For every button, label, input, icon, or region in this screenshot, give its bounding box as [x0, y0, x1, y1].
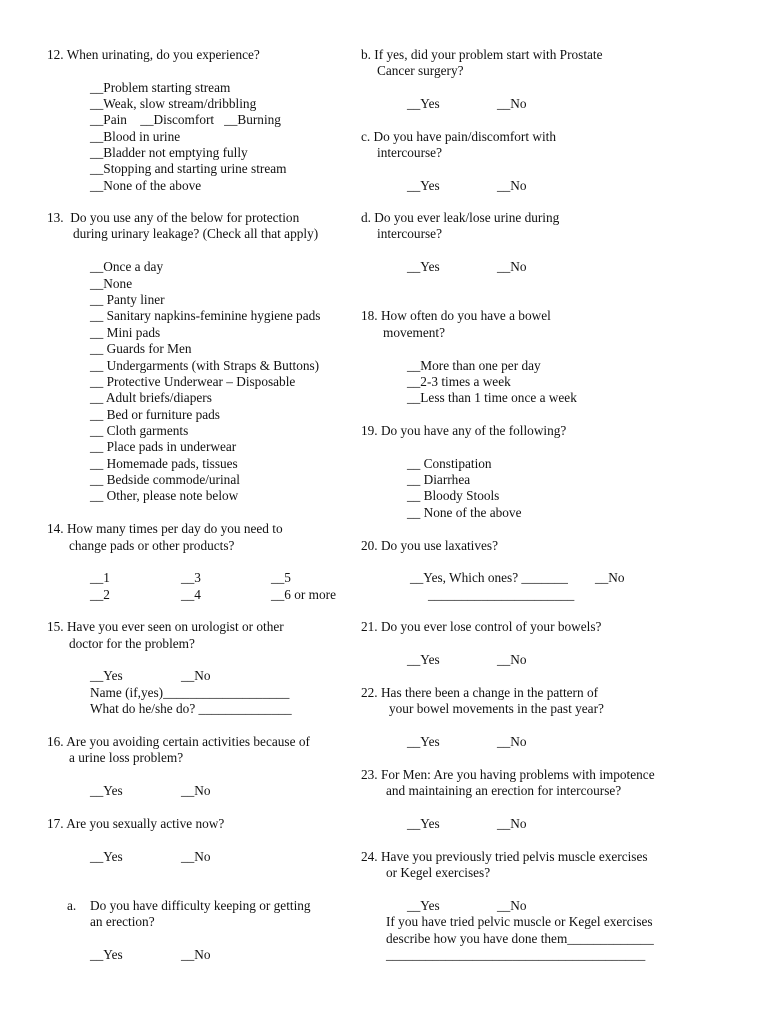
q24-no[interactable]: __No: [497, 898, 527, 913]
q23-question-cont: and maintaining an erection for intercourse?: [386, 783, 622, 798]
q15-question: 15. Have you ever seen on urologist or other: [47, 619, 284, 634]
q13-question: 13. Do you use any of the below for protection: [47, 210, 300, 225]
q17d-no[interactable]: __No: [497, 259, 527, 274]
q16-question: 16. Are you avoiding certain activities because of: [47, 734, 310, 749]
q13-option[interactable]: __ Cloth garments: [90, 423, 189, 438]
q20-which-field[interactable]: ______________________: [428, 587, 575, 602]
q17a-question: Do you have difficulty keeping or getting: [90, 898, 311, 913]
q18-option[interactable]: __Less than 1 time once a week: [407, 390, 577, 405]
q13-option[interactable]: __ Undergarments (with Straps & Buttons): [90, 358, 320, 373]
q12-option[interactable]: __Problem starting stream: [90, 80, 231, 95]
q13-option[interactable]: __ Bed or furniture pads: [90, 407, 220, 422]
q13-option[interactable]: __None: [90, 276, 133, 291]
q17c-question: c. Do you have pain/discomfort with: [361, 129, 556, 144]
q18-question: 18. How often do you have a bowel: [361, 308, 551, 323]
q17-no[interactable]: __No: [181, 849, 211, 864]
q14-option[interactable]: __3: [181, 570, 201, 585]
q14-question: 14. How many times per day do you need to: [47, 521, 283, 536]
q13-option[interactable]: __ Guards for Men: [90, 341, 192, 356]
q17d-question-cont: intercourse?: [377, 226, 442, 241]
q21-no[interactable]: __No: [497, 652, 527, 667]
q19-option[interactable]: __ Diarrhea: [407, 472, 471, 487]
q17-yes[interactable]: __Yes: [90, 849, 123, 864]
q13-option[interactable]: __Once a day: [90, 259, 164, 274]
q17b-no[interactable]: __No: [497, 96, 527, 111]
q14-option[interactable]: __6 or more: [271, 587, 336, 602]
q24-note: If you have tried pelvic muscle or Kegel exercises: [386, 914, 653, 929]
q15-what-field[interactable]: What do he/she do? ______________: [90, 701, 292, 716]
q24-question: 24. Have you previously tried pelvis muscle exercises: [361, 849, 648, 864]
q16-yes[interactable]: __Yes: [90, 783, 123, 798]
q13-question-cont: during urinary leakage? (Check all that apply): [73, 226, 319, 241]
q17d-question: d. Do you ever leak/lose urine during: [361, 210, 560, 225]
q18-option[interactable]: __2-3 times a week: [407, 374, 511, 389]
q19-option[interactable]: __ Constipation: [407, 456, 492, 471]
q15-yes[interactable]: __Yes: [90, 668, 123, 683]
q16-question-cont: a urine loss problem?: [69, 750, 184, 765]
q19-option[interactable]: __ None of the above: [407, 505, 522, 520]
q13-option[interactable]: __ Homemade pads, tissues: [90, 456, 238, 471]
q17a-label: a.: [67, 898, 77, 913]
q17a-yes[interactable]: __Yes: [90, 947, 123, 962]
q13-option[interactable]: __ Protective Underwear – Disposable: [90, 374, 296, 389]
q22-no[interactable]: __No: [497, 734, 527, 749]
q14-option[interactable]: __5: [271, 570, 291, 585]
q13-option[interactable]: __ Mini pads: [90, 325, 161, 340]
q17b-question: b. If yes, did your problem start with Prostate: [361, 47, 603, 62]
q20-yes[interactable]: __Yes, Which ones? _______: [410, 570, 568, 585]
q20-no[interactable]: __No: [595, 570, 625, 585]
q17b-yes[interactable]: __Yes: [407, 96, 440, 111]
q18-question-cont: movement?: [383, 325, 446, 340]
q17a-no[interactable]: __No: [181, 947, 211, 962]
q13-option[interactable]: __ Adult briefs/diapers: [90, 390, 212, 405]
q12-option[interactable]: __Stopping and starting urine stream: [90, 161, 287, 176]
q12-question: 12. When urinating, do you experience?: [47, 47, 260, 62]
q24-describe-line[interactable]: _______________________________________: [386, 947, 646, 962]
q17c-yes[interactable]: __Yes: [407, 178, 440, 193]
q20-question: 20. Do you use laxatives?: [361, 538, 499, 553]
q17c-question-cont: intercourse?: [377, 145, 442, 160]
q17b-question-cont: Cancer surgery?: [377, 63, 464, 78]
q24-question-cont: or Kegel exercises?: [386, 865, 491, 880]
q17-question: 17. Are you sexually active now?: [47, 816, 225, 831]
q22-question: 22. Has there been a change in the pattern of: [361, 685, 599, 700]
q21-yes[interactable]: __Yes: [407, 652, 440, 667]
q23-question: 23. For Men: Are you having problems with impotence: [361, 767, 655, 782]
q24-describe-field[interactable]: describe how you have done them_____________: [386, 931, 654, 946]
q14-option[interactable]: __4: [181, 587, 201, 602]
q14-question-cont: change pads or other products?: [69, 538, 235, 553]
q12-option[interactable]: __Pain __Discomfort __Burning: [90, 112, 281, 127]
q18-option[interactable]: __More than one per day: [407, 358, 541, 373]
q19-question: 19. Do you have any of the following?: [361, 423, 567, 438]
q17a-question-cont: an erection?: [90, 914, 155, 929]
q23-no[interactable]: __No: [497, 816, 527, 831]
q12-option[interactable]: __Weak, slow stream/dribbling: [90, 96, 257, 111]
q16-no[interactable]: __No: [181, 783, 211, 798]
q14-option[interactable]: __2: [90, 587, 110, 602]
q13-option[interactable]: __ Sanitary napkins-feminine hygiene pads: [90, 308, 321, 323]
q17d-yes[interactable]: __Yes: [407, 259, 440, 274]
q13-option[interactable]: __ Bedside commode/urinal: [90, 472, 240, 487]
q23-yes[interactable]: __Yes: [407, 816, 440, 831]
q15-name-field[interactable]: Name (if,yes)___________________: [90, 685, 290, 700]
q12-option[interactable]: __Blood in urine: [90, 129, 181, 144]
q22-question-cont: your bowel movements in the past year?: [389, 701, 604, 716]
q22-yes[interactable]: __Yes: [407, 734, 440, 749]
q12-option[interactable]: __Bladder not emptying fully: [90, 145, 248, 160]
q14-option[interactable]: __1: [90, 570, 110, 585]
q19-option[interactable]: __ Bloody Stools: [407, 488, 500, 503]
q15-question-cont: doctor for the problem?: [69, 636, 195, 651]
q12-option[interactable]: __None of the above: [90, 178, 202, 193]
q15-no[interactable]: __No: [181, 668, 211, 683]
q13-option[interactable]: __ Other, please note below: [90, 488, 239, 503]
q21-question: 21. Do you ever lose control of your bowels?: [361, 619, 602, 634]
q17c-no[interactable]: __No: [497, 178, 527, 193]
q13-option[interactable]: __ Place pads in underwear: [90, 439, 237, 454]
q13-option[interactable]: __ Panty liner: [90, 292, 165, 307]
q24-yes[interactable]: __Yes: [407, 898, 440, 913]
